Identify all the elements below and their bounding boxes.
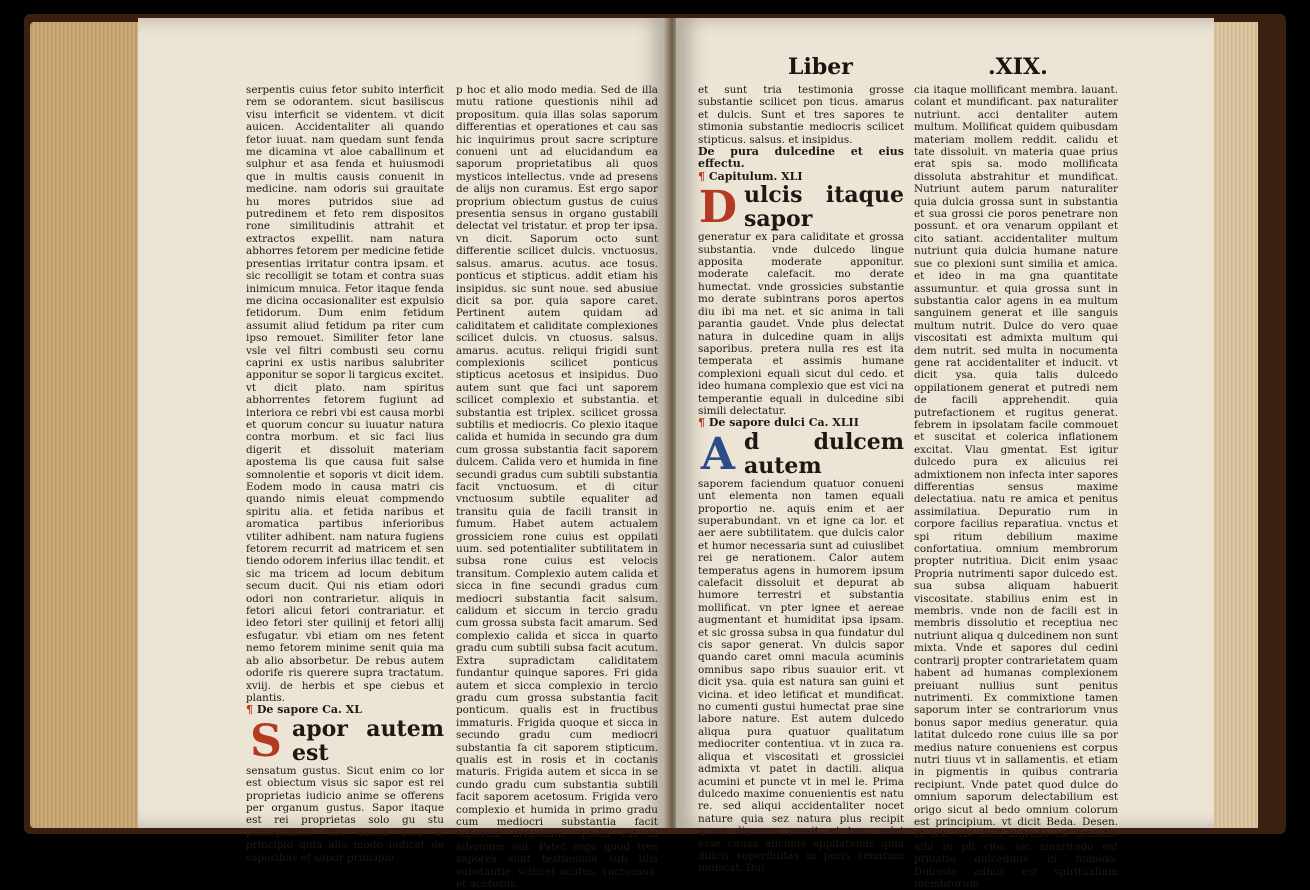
chapter-heading: ¶ De sapore dulci Ca. XLII [698, 416, 859, 430]
chapter-number: ¶ Capitulum. XLI [698, 169, 803, 183]
body-text: et sunt tria testimonia grosse substantie scilicet pon ticus. amarus et dulcis. Sunt et tres sapores te stimonia substantie mediocris scilicet stipticus. salsus. et insipidus. [698, 84, 904, 146]
decorated-initial: S [250, 715, 282, 767]
right-page [676, 18, 1214, 890]
incipit-line: Sapor autem est [246, 717, 444, 765]
left-column-1 [246, 84, 444, 864]
page-edges-left [30, 22, 140, 828]
right-column-1 [698, 84, 904, 875]
chapter-heading: ¶ De sapore Ca. XL [246, 703, 362, 717]
decorated-initial: D [698, 182, 738, 234]
chapter-heading: De pura dulcedine et eius effectu. [698, 145, 904, 171]
body-text: serpentis cuius fetor subito interficit rem se odorantem. sicut basiliscus visu interficit se videntem. vt dicit auicen. Accidentaliter ali quando fetor iuuat. nam quedam sunt fenda me dicamina vt aloe caballinum et sulphur et asa fenda et huiusmodi que in multis causis conuenit in medicine. nam odoris sui grauitate hu mores putridos siue ad putredinem et feto rem dispositos rone similitudinis attrahit et extractos expellit. nam natura abhorres fetorem per medicine fetide presentias irritatur contra ipsam. et sic recolligit se totam et contra suas inimicum mnuica. Fetor itaque fenda me dicina occasionaliter est expulsio fetidorum. Dum enim fetidum assumit aliud fetidum pa riter cum ipso remouet. Similiter fetor lane vsle vel filtri combusti seu cornu caprini ex ustis naribus salubriter apponitur se sopor li targicus excitet. vt dicit plato. nam spiritus abhorrentes fetorem fugiunt ad interiora ce rebri vbi est causa morbi et quorum concur su iuuatur natura contra morbum. et sic faci lius digerit et dissoluit materiam apostema lis que causa fuit salse somnolentie et soporis vt dicit idem. Eodem modo in causa matri cis quando nimis eleuat compmendo spiritu alia. et fetida naribus et aromatica partibus inferioribus vtiliter adhibent. nam natura fugiens fetorem recurrit ad matricem et sen tiendo odorem inferius illac tendit. et sic ma tricem ad locum debitum secum ducit. Qui nis etiam odori odori non contrarietur. aliquis in fetori alicui fetori contrariatur. et ideo fetori ster quilinij et fetori allij esfugatur. vbi etiam om nes fetent nemo fetorem minime senit quia ma ab alio absorbetur. De rebus autem odorife ris querere supra tractatum. xviij. de herbis et spe ciebus et plantis. [246, 84, 444, 704]
left-page [138, 18, 668, 890]
rubric-mark: ¶ [698, 169, 709, 183]
left-column-2 [456, 84, 658, 890]
running-header-right: .XIX. [988, 54, 1048, 80]
decorated-initial: A [700, 428, 736, 480]
page-edges-right [1210, 22, 1258, 828]
incipit-line: Ad dulcem autem [698, 430, 904, 478]
body-text: sensatum gustus. Sicut enim co lor est obiectum visus sic sapor est rei proprietas iudicio anime se offerens per organum gustus. Sapor itaque est rei proprietas solo gu stu perceptibilis. hoc autem dico in principio quia alio modo iudicat de saporibus et sapor principio [246, 764, 444, 864]
rubric-mark: ¶ [246, 703, 257, 717]
body-text: generatur ex para caliditate et grossa substantia. vnde dulcedo lingue apposita moderate apponitur. moderate calefacit. mo derate humectat. vnde grossicies substantie mo derate subintrans poros apertos diu ibi ma net. et sic anima in tali parantia gaudet. Vnde plus delectat natura in dulcedine quam in alijs saporibus. pretera nulla res est ita temperata et assimis humane complexioni equali sicut dul cedo. et ideo humana complexio que est vici na temperantie equali in dulcedine sibi simili delectatur. [698, 231, 904, 417]
body-text: p hoc et alio modo media. Sed de illa mutu ratione questionis nihil ad propositum. quia illas solas saporum differentias et operationes et cau sas hic inquirimus prout sacre scripture conueni unt ad elucidandum ea saporum proprietatibus ali quos mysticos intellectus. vnde ad presens de alijs non curamus. Est ergo sapor proprium obiectum gustus de cuius presentia sensus in organo gustabili delectat vel tristatur. et prop ter ipsa. vn dicit. Saporum octo sunt differentie scilicet dulcis. vnctuosus. salsus. amarus. acutus. ace tosus. ponticus et stipticus. addit etiam his insipidus. sic sunt noue. sed abusiue dicit sa por. quia sapore caret. Pertinent autem quidam ad caliditatem et caliditate complexiones scilicet dulcis. vn ctuosus. salsus. amarus. acutus. reliqui frigidi sunt complexionis scilicet ponticus stipticus acetosus et insipidus. Duo autem sunt que faci unt saporem scilicet complexio et substantia. et substantia est triplex. scilicet grossa subtilis et mediocris. Co plexio itaque calida et humida in secundo gra dum cum grossa substantia facit saporem dulcem. Calida vero et humida in fine secundi gradus cum subtili substantia facit vnctuosum. et di citur vnctuosum subtile equaliter ad transitu quia de facili transit in fumum. Habet autem actualem grossiciem rone cuius est oppilati uum. sed potentialiter subtilitatem in subsa rone cuius est velocis transitum. Complexio autem calida et sicca in fine secundi gradus cum mediocri substantia facit salsum. calidum et siccum in tercio gradu cum grossa substa facit amarum. Sed complexio calida et sicca in quarto gradu cum subtili subsa facit acutum. Extra supradictam caliditatem fundantur quinque sapores. Fri gida autem et sicca complexio in tercio gradu cum grossa substantia facit ponticum. qualis est in fructibus immaturis. Frigida quoque et sicca in secundo gradu cum mediocri substantia fa cit saporem stipticum. qualis est in rosis et in coctanis maturis. Frigida autem et sicca in se cundo gradu cum substantia subtili facit saporem acetosum. Frigida vero complexio et humida in primo gradu cum mediocri substantia facit saporem insipidum. qualis est in albumine oui. Patet ergo quod tres sapores sunt testimonia sub tilis substantie. scilicet acutus. vnctuosus. et acetosus. [456, 84, 658, 890]
body-text: saporem faciendum quatuor conueni unt elementa non tamen equali proportio ne. aquis enim et aer superabundant. vn et igne ca lor. et aer aere subtilitatem. que dulcis calor et humor necessaria sunt ad cuiuslibet rei ge nerationem. Calor autem temperatus agens in humorem ipsum calefacit dissoluit et depurat ab humore terrestri et substantia mollificat. vn pter ignee et aereae augmentant et humiditat ipsa ipsam. et sic grossa subsa in qua fundatur dul cis sapor generat. Vn dulcis sapor quando caret omni macula acuminis omnibus sapo ribus suauior erit. vt dicit ysa. quia est natura san guini et vicina. et ideo letificat et mundificat. no cumenti gustui humectat prae sine labore nature. Est autem dulcedo aliqua pura quatuor qualitatum mediocriter contentiua. vt in zuca ra. aliqua et viscositati et grossiciei admixta vt patet in dactili. aliqua acumini et puncte vt in mel le. Prima dulcedo maxime conuenientis est natu re. sed aliqui accidentaliter nocet nature quia sez natura plus recipit quam digerere possit. et tunc solet esse causa alicuius oppilationis quia dulcis superfluitas in poris venarum inuiscat. Dul [698, 477, 904, 875]
body-text: cia itaque mollificant membra. lauant. colant et mundificant. pax naturaliter nutriunt. acci dentaliter autem multum. Mollificat quidem quibusdam materiam mollem reddit. calidu et tate dissoluit. vn materia quae prius erat spis sa. modo mollificata dissoluta abstrahitur et mundificat. Nutriunt autem parum naturaliter quia dulcia grossa sunt in substantia et sua grossi cie poros penetrare non possunt. et ora venarum oppilant et cito satiant. accidentaliter multum nutriunt quia dulcia humane nature sue co plexioni sunt similia et amica. et ideo in ma gna quantitate assumuntur. et quia grossa sunt in substantia calor agens in ea multum sanguinem generat et ille sanguis multum nutrit. Dulce do vero quae viscositati est admixta multum qui dem nutrit. sed multa in nocumenta gene rat accidentaliter et inducit. vt dicit ysa. quia talis dulcedo oppilationem generat et putredi nem de facili apprehendit. quia putrefactionem et rugitus generat. febrem in ipsolatam facile commouet et suscitat et colerica inflationem excitat. Vlau gmentat. Est igitur dulcedo pura ex alicuius rei admixtionem non infecta inter sapores differentias sensus maxime delectatiua. natu re amica et penitus assimilatiua. Depuratio rum in corpore facilius reparatiua. vnctus et spi ritum debilium maxime confortatiua. omnium membrorum propter nutritiua. Dicit enim ysaac Propria nutrimenti sapor dulcedo est. sua subsa aliquam habuerit viscositate. stabilius enim est in membris. vnde non de facili est in membris dissolutio et receptiua nec nutriunt aliqua q dulcedinem non sunt mixta. Vnde et sapores dul cedini contrarij propter contrarietatem quam habent ad humanas complexionem preiuant nullius sunt penitus nutrimenti. Ex commixtione tamen saporum inter se contrariorum vnus bonus sapor medius generatur. quia latitat dulcedo rone cuius ille sa por medius nature conueniens est corpus nutri tiuus vt in sallamentis. et etiam in pigmentis in quibus contraria recipiunt. Vnde patet quod dulce do omnium saporum delectabilium est origo sicut al bedo omnium colorum est principium. vt dicit Beda. Desen. et sen. vbi dicit nigredo est priuatio albi in pli cito. sic amaritudo est priuatio dulcedinis in humido. Dulcedo adhuc est spiritualium membrorum [914, 84, 1118, 890]
running-header-left: Liber [788, 54, 853, 80]
right-column-2 [914, 84, 1118, 890]
rubric-mark: ¶ [698, 416, 709, 430]
incipit-line: Dulcis itaque sapor [698, 182, 904, 234]
